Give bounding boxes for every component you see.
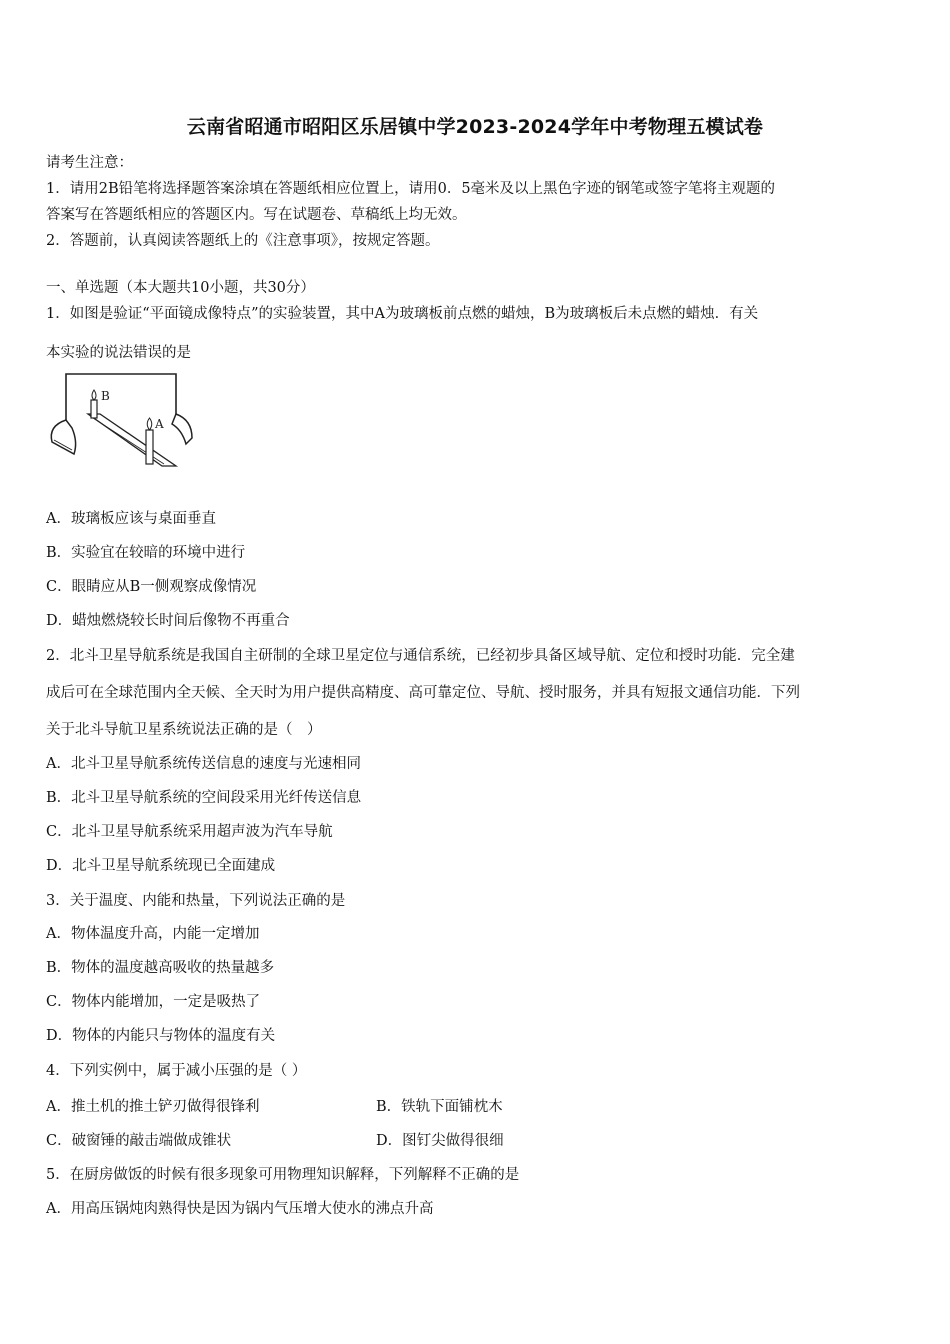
q3-option-a: A．物体温度升高，内能一定增加 [46,926,260,942]
q4-option-a: A．推土机的推土铲刃做得很锋利 [46,1099,260,1115]
q2-stem-line-1: 2．北斗卫星导航系统是我国自主研制的全球卫星定位与通信系统，已经初步具备区域导航、定位和授时功能．完全建 [46,648,795,664]
q1-option-d: D．蜡烛燃烧较长时间后像物不再重合 [46,613,290,629]
q3-stem: 3．关于温度、内能和热量，下列说法正确的是 [46,893,346,909]
notice-line-3: 2．答题前，认真阅读答题纸上的《注意事项》，按规定答题。 [46,233,440,249]
q1-option-b: B．实验宜在较暗的环境中进行 [46,545,246,561]
notice-line-1: 1．请用2B铅笔将选择题答案涂填在答题纸相应位置上，请用0．5毫米及以上黑色字迹的钢笔或签字笔将主观题的 [46,181,776,197]
q4-option-b: B．铁轨下面铺枕木 [376,1099,503,1115]
q2-option-c: C．北斗卫星导航系统采用超声波为汽车导航 [46,824,333,840]
notice-line-2: 答案写在答题纸相应的答题区内。写在试题卷、草稿纸上均无效。 [46,207,467,223]
q5-stem: 5．在厨房做饭的时候有很多现象可用物理知识解释，下列解释不正确的是 [46,1167,520,1183]
page-title: 云南省昭通市昭阳区乐居镇中学2023-2024学年中考物理五模试卷 [186,116,764,138]
q2-option-d: D．北斗卫星导航系统现已全面建成 [46,858,276,874]
section-heading: 一、单选题（本大题共10小题，共30分） [46,280,315,296]
mirror-experiment-figure [44,370,194,470]
q3-option-c: C．物体内能增加，一定是吸热了 [46,994,261,1010]
q1-option-a: A．玻璃板应该与桌面垂直 [46,511,216,527]
q4-option-c: C．破窗锤的敲击端做成锥状 [46,1133,232,1149]
figure-label-b: B [101,389,110,403]
q2-option-a: A．北斗卫星导航系统传送信息的速度与光速相同 [46,756,361,772]
q3-option-d: D．物体的内能只与物体的温度有关 [46,1028,276,1044]
notice-heading: 请考生注意： [46,155,133,171]
q2-stem-line-3: 关于北斗导航卫星系统说法正确的是（ ） [46,722,322,738]
q1-option-c: C．眼睛应从B一侧观察成像情况 [46,579,257,595]
q5-option-a: A．用高压锅炖肉熟得快是因为锅内气压增大使水的沸点升高 [46,1201,434,1217]
q2-stem-line-2: 成后可在全球范围内全天候、全天时为用户提供高精度、高可靠定位、导航、授时服务，并具有短报文通信功能．下列 [46,685,800,701]
q1-stem-line-2: 本实验的说法错误的是 [46,345,191,361]
figure-label-a: A [155,417,164,431]
q4-option-d: D．图钉尖做得很细 [376,1133,504,1149]
q2-option-b: B．北斗卫星导航系统的空间段采用光纤传送信息 [46,790,362,806]
q4-stem: 4．下列实例中，属于减小压强的是（ ） [46,1063,307,1079]
q1-stem-line-1: 1．如图是验证“平面镜成像特点”的实验装置，其中A为玻璃板前点燃的蜡烛，B为玻璃板后未点燃的蜡烛．有关 [46,306,759,322]
q3-option-b: B．物体的温度越高吸收的热量越多 [46,960,275,976]
